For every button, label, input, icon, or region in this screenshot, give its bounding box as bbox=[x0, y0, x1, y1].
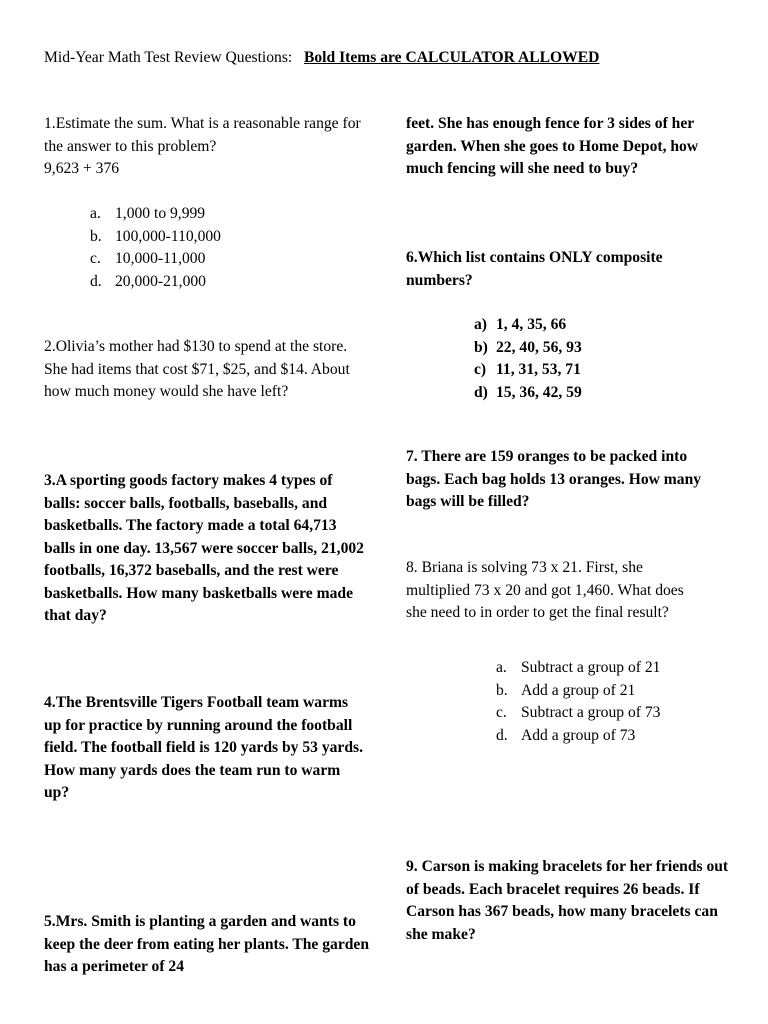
question-8-choice-d: d. Add a group of 73 bbox=[496, 726, 636, 744]
question-8-choice-a: a. Subtract a group of 21 bbox=[496, 659, 661, 676]
question-1-expression: 9,623 + 376 bbox=[44, 160, 120, 177]
question-6-choice-c: c) 11, 31, 53, 71 bbox=[474, 361, 581, 378]
question-6-choice-d: d) 15, 36, 42, 59 bbox=[474, 383, 582, 401]
question-1 bbox=[44, 113, 374, 181]
question-5-start: 5.Mrs. Smith is planting a garden and wants to keep the deer from eating her plants. The garden has a perimeter of 24 bbox=[44, 913, 370, 975]
question-8: 8. Briana is solving 73 x 21. First, she multiplied 73 x 20 and got 1,460. What does she need to in order to get the final result? bbox=[406, 559, 684, 621]
question-4: 4.The Brentsville Tigers Football team warms up for practice by running around the football field. The football field is 120 yards by 53 yards. How many yards does the team run to warm up? bbox=[44, 694, 363, 801]
header-intro: Mid-Year Math Test Review Questions: bbox=[44, 49, 293, 66]
question-6-choice-b: b) 22, 40, 56, 93 bbox=[474, 338, 582, 356]
question-7: 7. There are 159 oranges to be packed into bags. Each bag holds 13 oranges. How many bags will be filled? bbox=[406, 448, 702, 510]
question-6-choices bbox=[474, 314, 582, 404]
question-1-choice-b: b. 100,000-110,000 bbox=[90, 227, 221, 245]
question-1-choice-c: c. 10,000-11,000 bbox=[90, 250, 206, 267]
question-9: 9. Carson is making bracelets for her friends out of beads. Each bracelet requires 26 beads. If Carson has 367 beads, how many bracelets can she make? bbox=[406, 858, 729, 943]
question-6-choice-a: a) 1, 4, 35, 66 bbox=[474, 316, 567, 333]
question-1-choice-d: d. 20,000-21,000 bbox=[90, 272, 206, 290]
question-3: 3.A sporting goods factory makes 4 types of balls: soccer balls, footballs, baseballs, and basketballs. The factory made a total 64,713 balls in one day. 13,567 were soccer balls, 21,002 footballs, 16,372 baseballs, and the rest were basketballs. How many basketballs were made that day? bbox=[44, 472, 364, 624]
calculator-note: Bold Items are CALCULATOR ALLOWED bbox=[303, 49, 600, 66]
question-8-choice-c: c. Subtract a group of 73 bbox=[496, 704, 661, 721]
page-header bbox=[44, 47, 599, 70]
question-6: 6.Which list contains ONLY composite numbers? bbox=[406, 249, 663, 289]
question-5-continued: feet. She has enough fence for 3 sides of her garden. When she goes to Home Depot, how much fencing will she need to buy? bbox=[406, 115, 699, 177]
question-1-choices bbox=[90, 203, 221, 293]
question-1-choice-a: a. 1,000 to 9,999 bbox=[90, 205, 206, 222]
question-1-text: 1.Estimate the sum. What is a reasonable range for the answer to this problem? bbox=[44, 115, 361, 155]
question-2: 2.Olivia’s mother had $130 to spend at the store. She had items that cost $71, $25, and $14. About how much money would she have left? bbox=[44, 338, 350, 400]
question-8-choice-b: b. Add a group of 21 bbox=[496, 681, 636, 699]
question-8-choices bbox=[496, 657, 660, 747]
